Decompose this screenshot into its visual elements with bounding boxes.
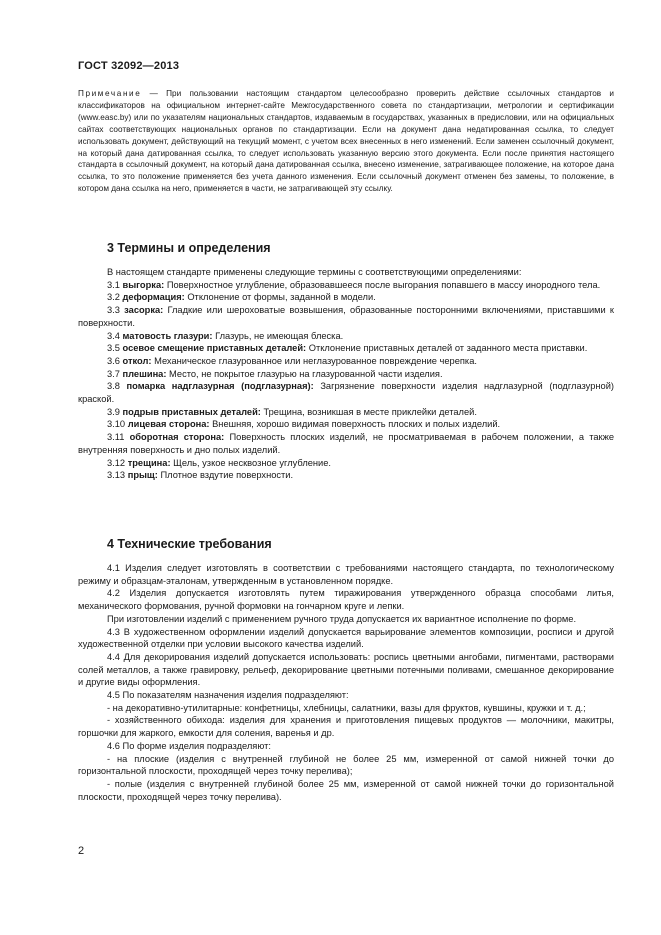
term-entry: 3.9 подрыв приставных деталей: Трещина, возникшая в месте приклейки деталей. bbox=[107, 406, 477, 417]
list-item: - полые (изделия с внутренней глубиной более 25 мм, измеренной от самой нижней точки до горизонтальной плоскости, проходящей через точку перелива). bbox=[78, 778, 614, 802]
document-code-header: ГОСТ 32092—2013 bbox=[78, 60, 180, 72]
term-entry: 3.12 трещина: Щель, узкое несквозное углубление. bbox=[107, 457, 331, 468]
paragraph: 4.5 По показателям назначения изделия подразделяют: bbox=[107, 690, 349, 701]
term-entry: 3.11 оборотная сторона: Поверхность плоских изделий, не просматриваемая в рабочем положении, а также внутренняя поверхность и дно полых изделий. bbox=[78, 432, 614, 455]
term-entry: 3.7 плешина: Место, не покрытое глазурью на глазурованной части изделия. bbox=[107, 368, 443, 379]
paragraph: 4.2 Изделия допускается изготовлять путем тиражирования утвержденного образца способами литья, механического формования, ручной формовки на гончарном круге и лепки. bbox=[78, 588, 614, 612]
term-entry: 3.6 откол: Механическое глазурованное или неглазурованное повреждение черепка. bbox=[107, 355, 477, 366]
term-entry: 3.8 помарка надглазурная (подглазурная): Загрязнение поверхности изделия надглазурной (подглазурной) краской. bbox=[78, 381, 614, 405]
paragraph: 4.4 Для декорирования изделий допускается использовать: роспись цветными ангобами, пигментами, растворами солей металлов, а также гравировку, рельеф, декорирование цветными потечными поливами, смешанное декорирование и другие виды оформления. bbox=[78, 651, 614, 688]
term-entry: 3.13 прыщ: Плотное вздутие поверхности. bbox=[107, 470, 294, 481]
note-dash: — bbox=[141, 89, 167, 98]
paragraph: 4.6 По форме изделия подразделяют: bbox=[107, 740, 271, 751]
list-item: - хозяйственного обихода: изделия для хранения и приготовления пищевых продуктов — молочники, макитры, горшочки для жаркого, емкости для соления, варенья и др. bbox=[78, 715, 614, 739]
note-text: При пользовании настоящим стандартом целесообразно проверить действие ссылочных стандартов и классификаторов на официальном интернет-сайте Межгосударственного совета по стандартизации, метрологии и сертификации (www.easc.by) или по указателям национальных стандартов, издаваемым в государствах, указанных в предисловии, или на официальных сайтах соответствующих национальных органов по стандартизации. Если на документ дана недатированная ссылка, то следует использовать документ, действующий на текущий момент, с учетом всех внесенных в него изменений. Если заменен ссылочный документ, на который дана датированная ссылка, то следует использовать указанную версию этого документа. Если после принятия настоящего стандарта в ссылочный документ, на который дана датированная ссылка, внесено изменение, затрагивающее положение, на которое дана ссылка, то это положение применяется без учета данного изменения. Если ссылочный документ отменен без замены, то положение, в котором дана ссылка на него, применяется в части, не затрагивающей эту ссылку. bbox=[78, 89, 614, 194]
section-3-heading: 3 Термины и определения bbox=[107, 241, 271, 255]
list-item: - на декоративно-утилитарные: конфетницы, хлебницы, салатники, вазы для фруктов, кувшины, кружки и т. д.; bbox=[107, 702, 586, 713]
note-label: Примечание bbox=[78, 89, 142, 98]
section-3-intro: В настоящем стандарте применены следующие термины с соответствующими определениями: bbox=[107, 267, 522, 277]
section-4-heading: 4 Технические требования bbox=[107, 537, 272, 551]
term-entry: 3.5 осевое смещение приставных деталей: Отклонение приставных деталей от заданного места приставки. bbox=[107, 343, 588, 354]
paragraph: При изготовлении изделий с применением ручного труда допускается их вариантное исполнение по форме. bbox=[107, 613, 577, 624]
page-number: 2 bbox=[78, 845, 85, 857]
term-entry: 3.4 матовость глазури: Глазурь, не имеющая блеска. bbox=[107, 330, 344, 341]
term-entry: 3.10 лицевая сторона: Внешняя, хорошо видимая поверхность плоских и полых изделий. bbox=[107, 419, 501, 430]
paragraph: 4.1 Изделия следует изготовлять в соответствии с требованиями настоящего стандарта, по технологическому режиму и образцам-эталонам, утвержденным в установленном порядке. bbox=[78, 563, 614, 586]
term-entry: 3.1 выгорка: Поверхностное углубление, образовавшееся после выгорания попавшего в массу инородного тела. bbox=[107, 279, 601, 290]
term-entry: 3.3 засорка: Гладкие или шероховатые возвышения, образованные посторонними включениями, приставшими к поверхности. bbox=[78, 305, 614, 328]
paragraph: 4.3 В художественном оформлении изделий допускается варьирование элементов композиции, росписи и другой художественной отделки при условии высокого качества изделий. bbox=[78, 626, 614, 650]
reference-note bbox=[78, 88, 614, 195]
section-3-body bbox=[78, 266, 614, 482]
term-entry: 3.2 деформация: Отклонение от формы, заданной в модели. bbox=[107, 292, 376, 303]
list-item: - на плоские (изделия с внутренней глубиной не более 25 мм, измеренной от самой нижней точки до горизонтальной плоскости, проходящей через точку перелива); bbox=[78, 753, 614, 777]
section-4-body bbox=[78, 562, 614, 803]
